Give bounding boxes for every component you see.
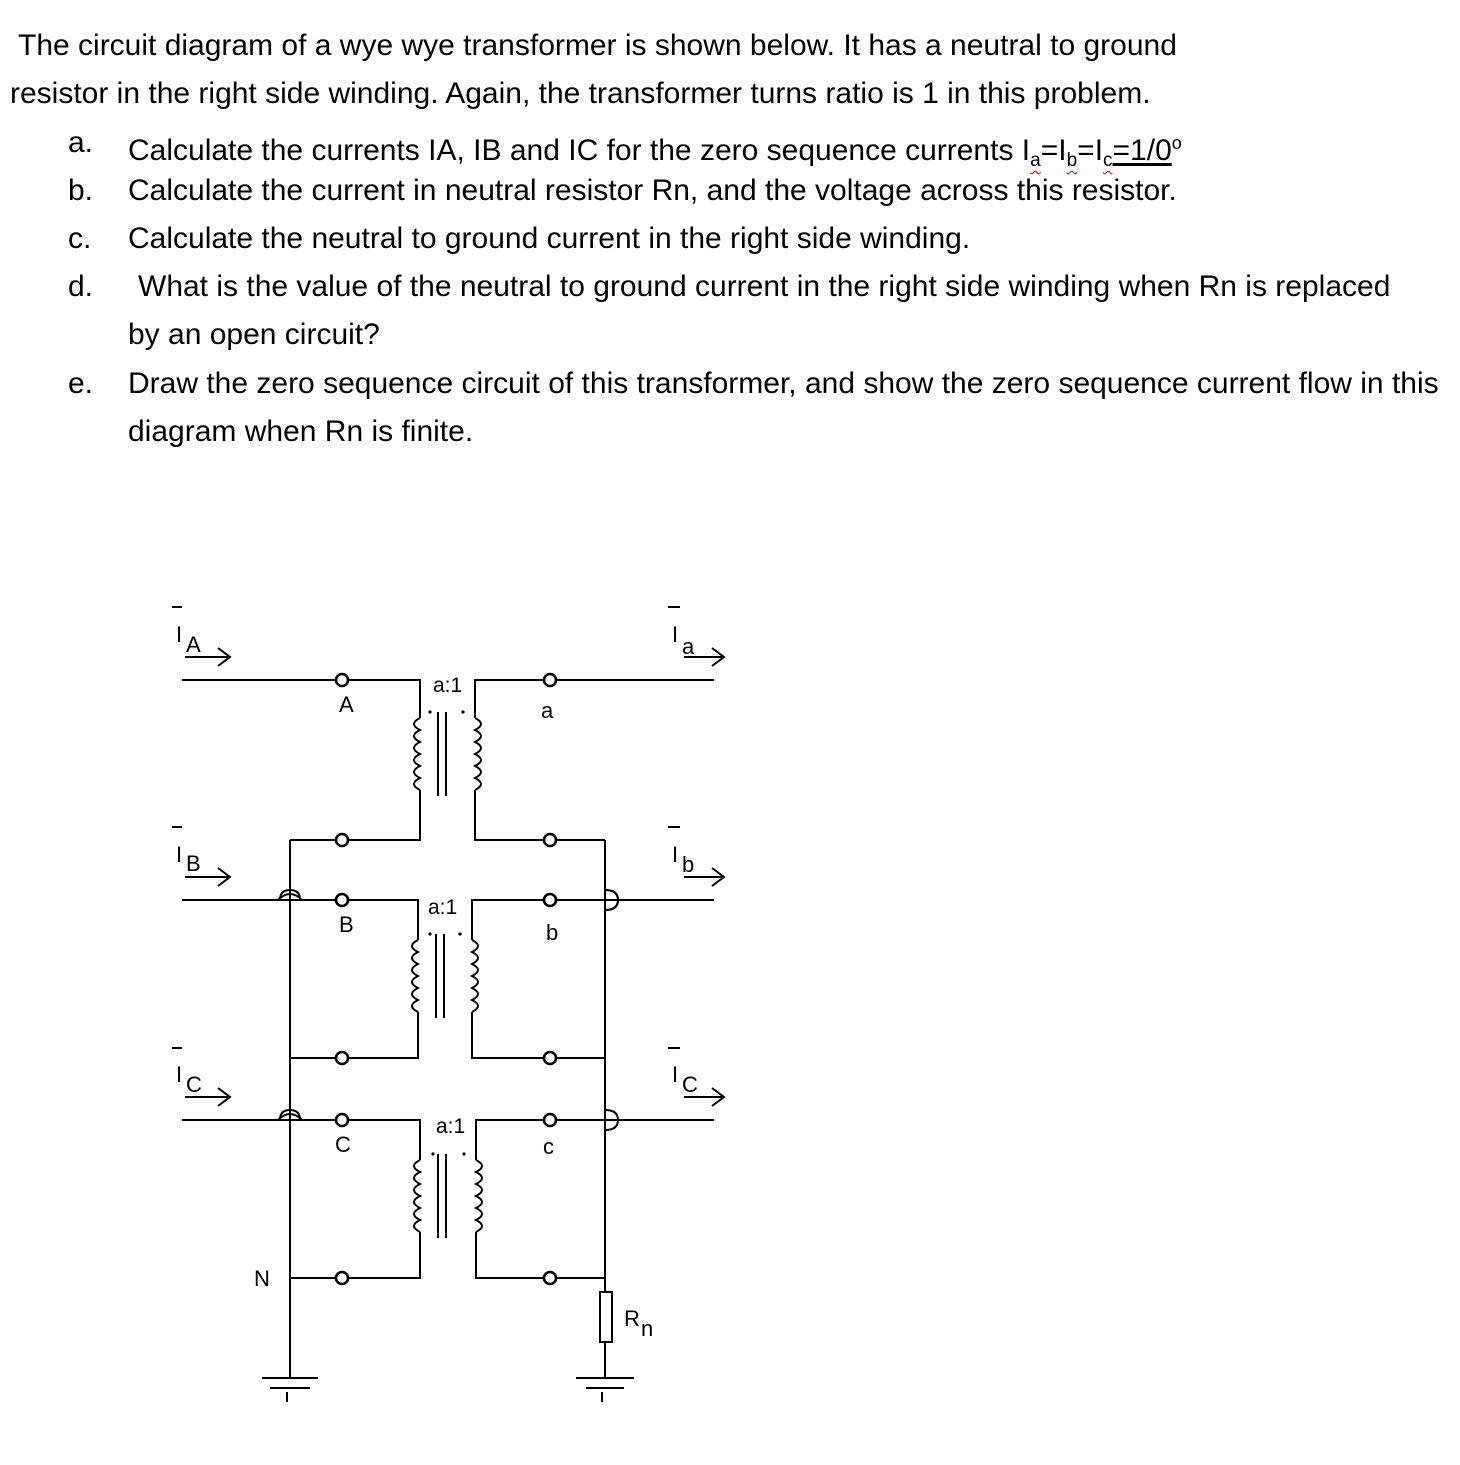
intro-line-1-text: The circuit diagram of a wye wye transformer is shown below. It has a neutral to ground [18, 29, 1177, 62]
right-terminals [544, 674, 559, 1284]
left-current-I-C: I [176, 1062, 183, 1087]
resistor-label-sub: n [641, 1316, 654, 1341]
question-a-text: Calculate the currents IA, IB and IC for the zero sequence currents $I_a=I_b=I_c=1/0^o$ [128, 133, 1182, 171]
terminal-label-B: B [339, 912, 354, 937]
left-current-sub-B: B [186, 851, 201, 876]
zero-seq-value: =1/0 [1112, 134, 1172, 167]
question-e-label: e. [68, 367, 94, 400]
left-current-I-A: I [176, 622, 183, 647]
question-d-label: d. [68, 270, 94, 303]
transformer-phase-c [346, 1120, 546, 1278]
right-current-I-b: I [672, 842, 679, 867]
left-line-wires [182, 680, 338, 1120]
degree-symbol: o [1171, 133, 1182, 153]
right-neutral-bus [555, 840, 605, 1292]
ratio-label-a: a:1 [433, 674, 463, 697]
terminal-label-a: a [541, 698, 554, 723]
neutral-resistor-rn [600, 1292, 612, 1378]
right-current-sub-b: b [682, 852, 695, 877]
left-current-labels [176, 622, 202, 1097]
right-ground-symbol [576, 1378, 634, 1402]
left-ground-symbol [262, 1378, 318, 1402]
wire-crossover-hops [278, 890, 618, 1130]
resistor-label-R: R [624, 1306, 640, 1331]
zero-seq-sub-b: b [1066, 150, 1078, 171]
question-d-text: What is the value of the neutral to ground current in the right side winding when Rn is replaced by an open circuit? [128, 270, 1391, 351]
question-b-label: b. [68, 174, 94, 207]
zero-seq-I-c: I [1094, 134, 1104, 167]
terminal-label-C: C [335, 1132, 351, 1157]
intro-line-2: resistor in the right side winding. Again, the transformer turns ratio is 1 in this problem. [10, 77, 1151, 110]
left-current-I-B: I [176, 842, 183, 867]
ratio-label-b: a:1 [428, 896, 458, 919]
question-c-label: c. [68, 222, 92, 255]
left-current-sub-C: C [186, 1072, 202, 1097]
terminal-label-A: A [339, 692, 354, 717]
right-current-sub-a: a [682, 634, 695, 659]
right-line-wires [555, 680, 714, 1120]
question-a-label: a. [68, 126, 94, 159]
zero-seq-sub-c: c [1103, 150, 1113, 171]
question-b-text: Calculate the current in neutral resistor Rn, and the voltage across this resistor. [128, 174, 1177, 207]
right-current-I-c: I [672, 1062, 679, 1087]
zero-seq-I-b: I [1058, 134, 1067, 167]
left-terminals [336, 674, 348, 1284]
zero-seq-sub-a: a [1030, 150, 1041, 171]
transformer-phase-b [346, 900, 546, 1058]
terminal-label-c: c [543, 1134, 554, 1159]
left-neutral-bus [290, 840, 338, 1378]
right-current-labels [672, 622, 698, 1097]
question-e-text: Draw the zero sequence circuit of this transformer, and show the zero sequence current flow in this diagram when Rn is finite. [128, 367, 1439, 448]
zero-seq-eq-1: = [1040, 134, 1059, 167]
ratio-label-c: a:1 [436, 1115, 466, 1138]
terminal-label-b: b [546, 920, 559, 945]
left-current-sub-A: A [186, 632, 201, 657]
right-current-I-a: I [672, 622, 679, 647]
zero-seq-eq-2: = [1077, 134, 1095, 167]
right-current-sub-c: C [682, 1072, 698, 1097]
question-c-text: Calculate the neutral to ground current in the right side winding. [128, 222, 971, 255]
transformer-phase-a [346, 680, 546, 840]
neutral-label: N [254, 1266, 270, 1291]
